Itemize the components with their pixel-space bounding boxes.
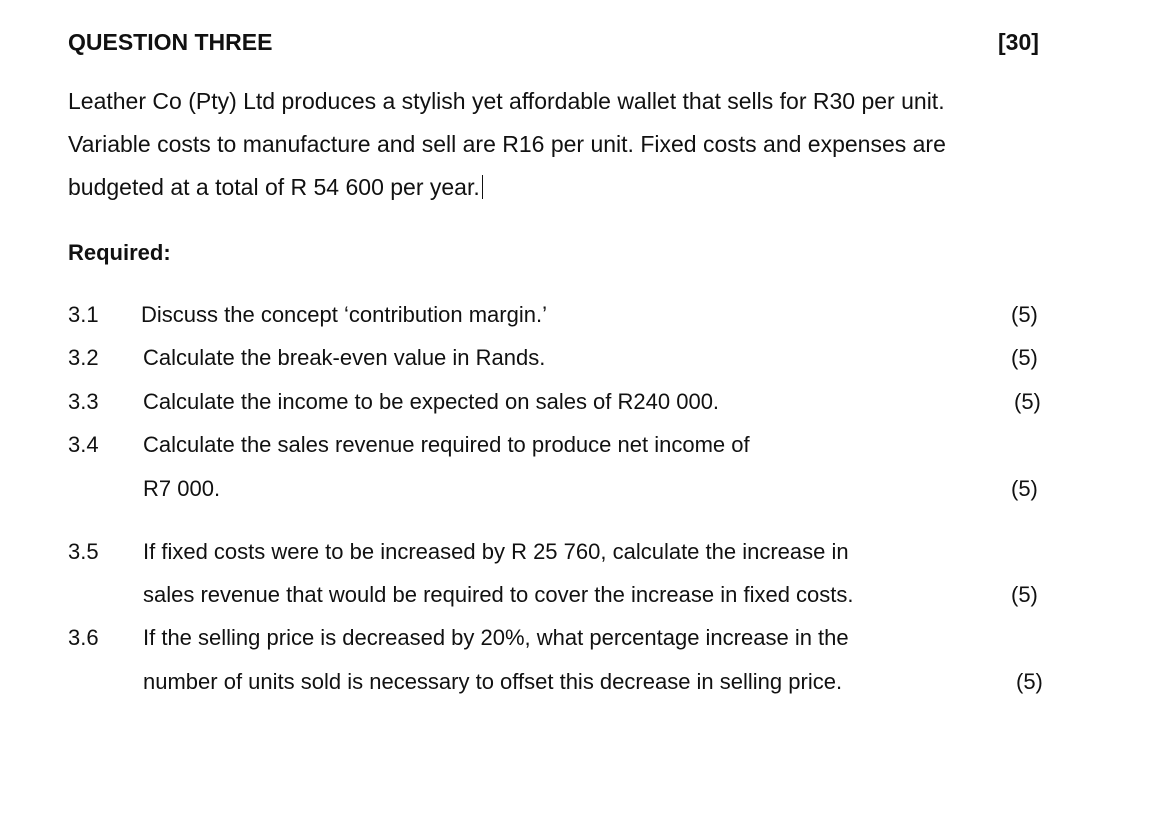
question-text-3-5-line-1: If fixed costs were to be increased by R 25 760, calculate the increase in [143,539,849,564]
question-text-3-6-line-2: number of units sold is necessary to offset this decrease in selling price. [143,669,843,694]
question-number-3-6: 3.6 [68,625,99,650]
question-text-3-3: Calculate the income to be expected on sales of R240 000. [143,389,720,414]
required-label: Required: [68,240,171,265]
question-text-3-5-line-2: sales revenue that would be required to cover the increase in fixed costs. [143,582,854,607]
question-number-3-1: 3.1 [68,302,99,327]
question-marks-3-4: (5) [1011,476,1038,501]
question-number-3-3: 3.3 [68,389,99,414]
question-text-3-4-line-1: Calculate the sales revenue required to produce net income of [143,432,750,457]
intro-line-3 [68,174,483,201]
question-number-3-4: 3.4 [68,432,99,457]
question-marks-3-2: (5) [1011,345,1038,370]
question-marks-3-6: (5) [1016,669,1043,694]
question-marks-3-1: (5) [1011,302,1038,327]
question-marks-3-3: (5) [1014,389,1041,414]
intro-line-3-text: budgeted at a total of R 54 600 per year. [68,174,480,200]
question-text-3-2: Calculate the break-even value in Rands. [143,345,546,370]
question-marks-3-5: (5) [1011,582,1038,607]
text-cursor [482,175,483,199]
question-text-3-4-line-2: R7 000. [143,476,221,501]
question-number-3-5: 3.5 [68,539,99,564]
intro-line-1: Leather Co (Pty) Ltd produces a stylish yet affordable wallet that sells for R30 per unit. [68,88,945,114]
question-text-3-6-line-1: If the selling price is decreased by 20%, what percentage increase in the [143,625,849,650]
question-total-marks: [30] [998,29,1039,55]
question-number-3-2: 3.2 [68,345,99,370]
intro-line-2: Variable costs to manufacture and sell are R16 per unit. Fixed costs and expenses are [68,131,946,157]
question-title: QUESTION THREE [68,29,273,55]
question-text-3-1: Discuss the concept ‘contribution margin.’ [141,302,547,327]
